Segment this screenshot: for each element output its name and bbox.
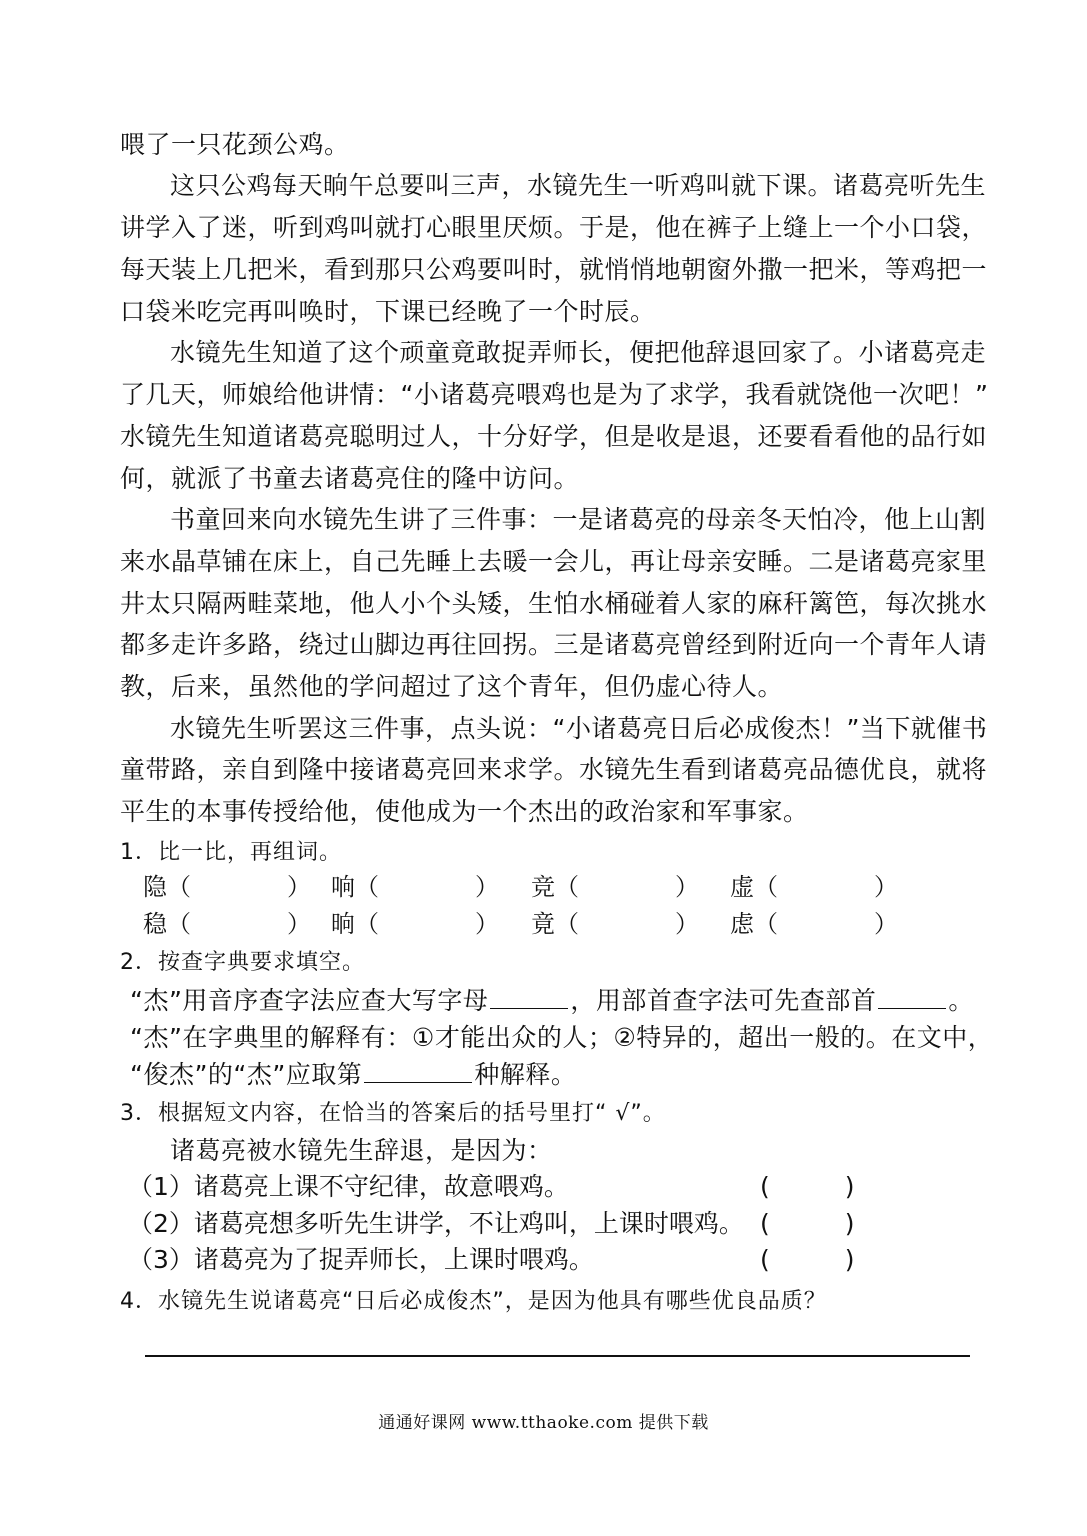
passage-line: 都多走许多路，绕过山脚边再往回拐。三是诸葛亮曾经到附近向一个青年人请 xyxy=(120,630,988,659)
passage-line: 书童回来向水镜先生讲了三件事：一是诸葛亮的母亲冬天怕冷，他上山割 xyxy=(170,505,987,534)
passage-line: 喂了一只花颈公鸡。 xyxy=(120,130,350,159)
passage-line: 水镜先生知道了这个顽童竟敢捉弄师长，便把他辞退回家了。小诸葛亮走 xyxy=(170,338,987,367)
word-cell[interactable]: 隐（ ） xyxy=(143,873,311,901)
word-cell[interactable]: 虑（ ） xyxy=(730,910,898,938)
answer-line[interactable] xyxy=(145,1355,970,1357)
passage-line: 每天装上几把米，看到那只公鸡要叫时，就悄悄地朝窗外撒一把米，等鸡把一 xyxy=(120,255,988,284)
passage-line: 讲学入了迷，听到鸡叫就打心眼里厌烦。于是，他在裤子上缝上一个小口袋， xyxy=(120,213,988,242)
question-3-title: 3．根据短文内容，在恰当的答案后的括号里打“ √”。 xyxy=(120,1101,666,1126)
question-2-title: 2．按查字典要求填空。 xyxy=(120,950,365,975)
passage-line: 水镜先生听罢这三件事，点头说：“小诸葛亮日后必成俊杰！”当下就催书 xyxy=(170,714,988,743)
question-2-line-1: “杰”用音序查字法应查大写字母 ，用部首查字法可先查部首 。 xyxy=(130,986,974,1015)
check-parenthesis[interactable]: ( ) xyxy=(760,1245,855,1274)
answer-blank[interactable] xyxy=(364,1060,472,1083)
word-cell[interactable]: 竟（ ） xyxy=(531,910,699,938)
passage-line: 教，后来，虽然他的学问超过了这个青年，但仍虚心待人。 xyxy=(120,672,784,701)
passage-line: 何，就派了书童去诸葛亮住的隆中访问。 xyxy=(120,464,580,493)
word-cell[interactable]: 响（ ） xyxy=(331,873,499,901)
passage-line: 来水晶草铺在床上，自己先睡上去暖一会儿，再让母亲安睡。二是诸葛亮家里 xyxy=(120,547,988,576)
answer-blank[interactable] xyxy=(878,986,946,1009)
option-text: （3）诸葛亮为了捉弄师长，上课时喂鸡。 xyxy=(128,1245,594,1274)
passage-line: 童带路，亲自到隆中接诸葛亮回来求学。水镜先生看到诸葛亮品德优良，就将 xyxy=(120,755,988,784)
option-text: （2）诸葛亮想多听先生讲学，不让鸡叫，上课时喂鸡。 xyxy=(128,1209,744,1238)
question-2-line-3: “俊杰”的“杰”应取第 种解释。 xyxy=(130,1060,577,1089)
check-parenthesis[interactable]: ( ) xyxy=(760,1172,855,1201)
answer-blank[interactable] xyxy=(490,986,568,1009)
word-cell[interactable]: 晌（ ） xyxy=(331,910,499,938)
question-4-title: 4．水镜先生说诸葛亮“日后必成俊杰”，是因为他具有哪些优良品质？ xyxy=(120,1289,827,1314)
footer-credit: 通通好课网 www.tthaoke.com 提供下载 xyxy=(378,1413,709,1433)
check-parenthesis[interactable]: ( ) xyxy=(760,1209,855,1238)
passage-line: 了几天，师娘给他讲情：“小诸葛亮喂鸡也是为了求学，我看就饶他一次吧！” xyxy=(120,380,989,409)
question-1-title: 1．比一比，再组词。 xyxy=(120,840,342,865)
passage-line: 口袋米吃完再叫唤时，下课已经晚了一个时辰。 xyxy=(120,297,656,326)
passage-line: 平生的本事传授给他，使他成为一个杰出的政治家和军事家。 xyxy=(120,797,809,826)
question-3-stem: 诸葛亮被水镜先生辞退，是因为： xyxy=(170,1136,553,1165)
passage-line: 井太只隔两畦菜地，他人小个头矮，生怕水桶碰着人家的麻秆篱笆，每次挑水 xyxy=(120,589,988,618)
passage-line: 这只公鸡每天晌午总要叫三声，水镜先生一听鸡叫就下课。诸葛亮听先生 xyxy=(170,171,987,200)
word-cell[interactable]: 竞（ ） xyxy=(531,873,699,901)
option-text: （1）诸葛亮上课不守纪律，故意喂鸡。 xyxy=(128,1172,569,1201)
question-2-line-2: “杰”在字典里的解释有：①才能出众的人；②特异的，超出一般的。在文中， xyxy=(130,1023,994,1052)
word-cell[interactable]: 虚（ ） xyxy=(730,873,898,901)
word-cell[interactable]: 稳（ ） xyxy=(143,910,311,938)
passage-line: 水镜先生知道诸葛亮聪明过人，十分好学，但是收是退，还要看看他的品行如 xyxy=(120,422,988,451)
